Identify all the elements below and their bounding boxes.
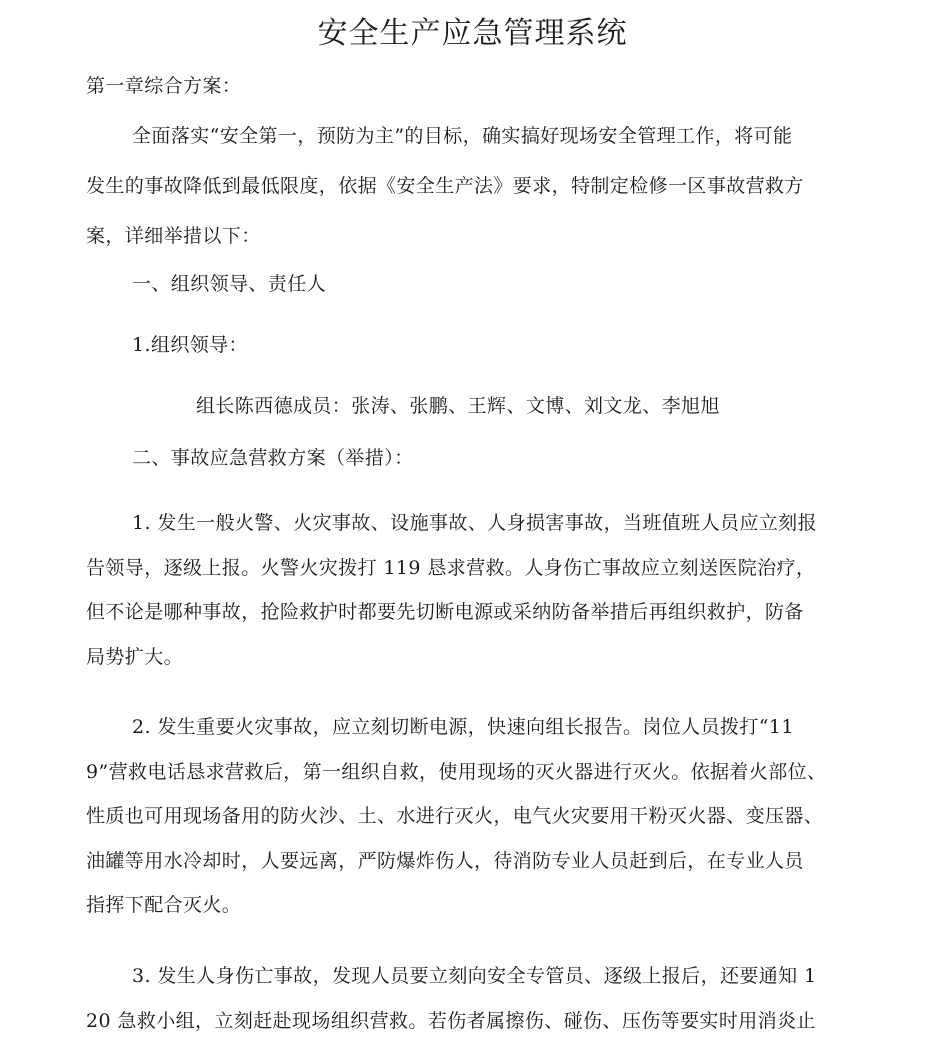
item2-line-2: 9”营救电话恳求营救后，第一组织自救，使用现场的灭火器进行灭火。依据着火部位、 [86, 761, 827, 783]
item1-line-1: 1. 发生一般火警、火灾事故、设施事故、人身损害事故，当班值班人员应立刻报 [132, 512, 817, 534]
item3-line-2: 20 急救小组，立刻赶赴现场组织营救。若伤者属擦伤、碰伤、压伤等要实时用消炎止 [86, 1010, 816, 1032]
item2-line-3: 性质也可用现场备用的防火沙、土、水进行灭火，电气火灾要用干粉灭火器、变压器、 [86, 805, 824, 827]
item2-line-4: 油罐等用水冷却时，人要远离，严防爆炸伤人，待消防专业人员赶到后，在专业人员 [86, 850, 804, 872]
chapter-heading: 第一章综合方案： [86, 75, 242, 97]
item2-line-1: 2. 发生重要火灾事故，应立刻切断电源，快速向组长报告。岗位人员拨打“11 [132, 716, 794, 738]
item3-line-1: 3. 发生人身伤亡事故，发现人员要立刻向安全专管员、逐级上报后，还要通知 1 [132, 965, 817, 987]
item1-line-4: 局势扩大。 [86, 646, 184, 668]
section-heading-2: 二、事故应急营救方案（举措）： [132, 447, 414, 469]
subheading-leadership: 1.组织领导： [132, 334, 248, 356]
item1-line-3: 但不论是哪种事故，抢险救护时都要先切断电源或采纳防备举措后再组织救护，防备 [86, 601, 804, 623]
members-line: 组长陈西德成员：张涛、张鹏、王辉、文博、刘文龙、李旭旭 [196, 395, 720, 417]
item1-line-2: 告领导，逐级上报。火警火灾拨打 119 恳求营救。人身伤亡事故应立刻送医院治疗， [86, 557, 816, 579]
item2-line-5: 指挥下配合灭火。 [86, 894, 242, 916]
intro-line-2: 发生的事故降低到最低限度，依据《安全生产法》要求，特制定检修一区事故营救方 [86, 175, 804, 197]
intro-line-1: 全面落实“安全第一，预防为主”的目标，确实搞好现场安全管理工作，将可能 [132, 125, 793, 147]
intro-line-3: 案，详细举措以下： [86, 225, 261, 247]
document-title: 安全生产应急管理系统 [317, 16, 628, 51]
section-heading-1: 一、组织领导、责任人 [132, 273, 327, 295]
